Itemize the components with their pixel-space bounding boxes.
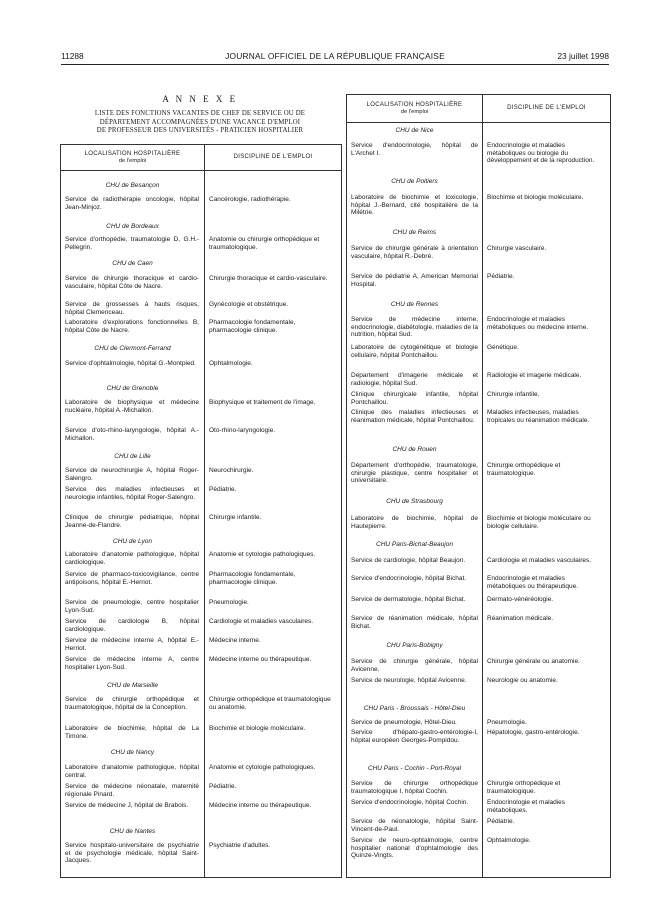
location-cell: Service de cardiologie, hôpital Beaujon. (351, 557, 466, 564)
location-cell: Laboratoire d'anatomie pathologique, hôpital central. (65, 764, 199, 779)
location-cell: Service de pneumologie, Hôtel-Dieu. (351, 719, 457, 726)
discipline-cell: Neurochirurgie. (209, 467, 254, 474)
location-cell: Clinique de chirurgie pédiatrique, hôpital Jeanne-de-Flandre. (65, 514, 199, 529)
right-table (346, 94, 611, 878)
discipline-cell: Cancérologie, radiothérapie. (209, 196, 291, 203)
chu-heading: CHU Paris-Bichat-Beaujon (376, 541, 453, 548)
discipline-cell: Pharmacologie fondamentale, pharmacologie clinique. (209, 319, 296, 334)
location-cell: Laboratoire de biochimie et toxicologie, hôpital J.-Bernard, cité hospitalière de la Milétrie. (351, 194, 478, 217)
location-cell: Service d'endocrinologie, hôpital Cochin. (351, 799, 469, 806)
discipline-cell: Réanimation médicale. (487, 615, 554, 622)
header-localisation: LOCALISATION HOSPITALIÈRE de l'emploi (84, 150, 181, 164)
location-cell: Laboratoire de biochimie, hôpital de Hautepierre. (351, 515, 478, 530)
discipline-cell: Ophtalmologie. (209, 360, 253, 367)
discipline-cell: Médecine interne ou thérapeutique. (209, 802, 312, 809)
chu-heading: CHU de Clermont-Ferrand (94, 345, 171, 352)
location-cell: Service de cardiologie B, hôpital cardiologique. (65, 618, 199, 633)
location-cell: Service de neuro-ophtalmologie, centre hospitalier national d'ophtalmologie des Quinze-Vingts. (351, 837, 478, 860)
discipline-cell: Chirurgie thoracique et cardio-vasculaire. (209, 275, 328, 282)
chu-heading: CHU de Lyon (113, 538, 152, 545)
discipline-cell: Endocrinologie et maladies métaboliques ou médecine interne. (487, 316, 589, 331)
discipline-cell: Neurologie ou anatomie. (487, 677, 558, 684)
discipline-cell: Ophtalmologie. (487, 837, 531, 844)
left-table (60, 144, 342, 878)
header-discipline: DISCIPLINE DE L'EMPLOI (507, 105, 586, 111)
discipline-cell: Endocrinologie et maladies métaboliques. (487, 799, 566, 814)
location-cell: Service d'endocrinologie, hôpital Bichat. (351, 575, 467, 582)
discipline-cell: Dermato-vénéréologie. (487, 596, 554, 603)
discipline-cell: Cardiologie et maladies vasculaires. (209, 618, 314, 625)
chu-heading: CHU Paris-Bobigny (386, 642, 443, 649)
discipline-cell: Pédiatrie. (487, 273, 515, 280)
discipline-cell: Pneumologie. (487, 719, 527, 726)
chu-heading: CHU de Marseille (107, 682, 158, 689)
location-cell: Laboratoire d'anatomie pathologique, hôpital cardiologique. (65, 551, 199, 566)
location-cell: Service de néonatologie, hôpital Saint-Vincent-de-Paul. (351, 818, 478, 833)
discipline-cell: Cardiologie et maladies vasculaires. (487, 557, 592, 564)
liste-title-line: DÉPARTEMENT ACCOMPAGNÉES D'UNE VACANCE D'EMPLOI (99, 118, 301, 126)
chu-heading: CHU de Nantes (109, 828, 156, 835)
chu-heading: CHU de Rennes (390, 301, 439, 308)
location-cell: Service de médecine interne A, centre hospitalier Lyon-Sud. (65, 656, 199, 671)
left-table-header (61, 145, 341, 171)
location-cell: Service de chirurgie orthopédique et traumatologique, hôpital de la Conception. (65, 696, 199, 711)
location-cell: Service de médecine interne A, hôpital E.-Herriot. (65, 637, 199, 652)
location-cell: Service de médecine interne, endocrinologie, diabétologie, maladies de la nutrition, hôpital Sud. (351, 316, 478, 339)
discipline-cell: Anatomie et cytologie pathologiques. (209, 764, 316, 771)
location-cell: Laboratoire d'explorations fonctionnelles B, hôpital Côte de Nacre. (65, 319, 199, 334)
header-rule (61, 64, 609, 65)
chu-heading: CHU de Nancy (110, 749, 155, 756)
discipline-cell: Endocrinologie et maladies métaboliques ou thérapeutique. (487, 575, 579, 590)
liste-title (58, 110, 342, 136)
discipline-cell: Chirurgie infantile. (487, 391, 540, 398)
discipline-cell: Médecine interne ou thérapeutique. (209, 656, 312, 663)
location-cell: Service de médecine néonatale, maternité régionale Pinard. (65, 783, 199, 798)
discipline-cell: Médecine interne. (209, 637, 261, 644)
chu-heading: CHU de Besançon (105, 182, 160, 189)
location-cell: Service de neurologie, hôpital Avicenne. (351, 677, 467, 684)
chu-heading: CHU de Grenoble (106, 385, 159, 392)
page-header (61, 51, 609, 63)
chu-heading: CHU de Rouen (392, 446, 437, 453)
location-cell: Laboratoire de cytogénétique et biologie cellulaire, hôpital Pontchaillou. (351, 344, 478, 359)
discipline-cell: Anatomie ou chirurgie orthopédique et traumatologique. (209, 236, 320, 251)
location-cell: Laboratoire de biochimie, hôpital de La Timone. (65, 725, 199, 740)
discipline-cell: Radiologie et imagerie médicale. (487, 372, 582, 379)
chu-heading: CHU de Poitiers (391, 178, 438, 185)
annexe-title: A N N E X E (162, 94, 238, 104)
location-cell: Service hospitalo-universitaire de psychiatrie et de psychologie médicale, hôpital Saint-Jacques. (65, 842, 199, 865)
location-cell: Service de neurochirurgie A, hôpital Roger-Salengro. (65, 467, 199, 482)
location-cell: Service de chirurgie générale à orientation vasculaire, hôpital R.-Debré. (351, 245, 478, 260)
publication-date: 23 juillet 1998 (557, 51, 609, 61)
discipline-cell: Gynécologie et obstétrique. (209, 301, 289, 308)
chu-heading: CHU de Lille (114, 453, 151, 460)
location-cell: Laboratoire de biophysique et médecine nucléaire, hôpital A.-Michallon. (65, 399, 199, 414)
location-cell: Service d'hépato-gastro-entérologie-I, hôpital européen Georges-Pompidou. (351, 729, 478, 744)
header-discipline: DISCIPLINE DE L'EMPLOI (233, 154, 313, 160)
discipline-cell: Psychiatrie d'adultes. (209, 842, 271, 849)
discipline-cell: Génétique. (487, 344, 519, 351)
location-cell: Service de chirurgie orthopédique traumatologique I, hôpital Cochin. (351, 780, 478, 795)
right-table-header (347, 95, 610, 123)
location-cell: Service de pédiatrie A, American Memorial Hospital. (351, 273, 478, 288)
location-cell: Département d'imagerie médicale et radiologie, hôpital Sud. (351, 372, 478, 387)
location-cell: Service de réanimation médicale, hôpital Bichat. (351, 615, 478, 630)
discipline-cell: Oto-rhino-laryngologie. (209, 427, 276, 434)
discipline-cell: Biochimie et biologie moléculaire. (209, 725, 306, 732)
chu-heading: CHU de Caen (112, 260, 153, 267)
discipline-cell: Chirurgie orthopédique et traumatologique. (487, 780, 561, 795)
location-cell: Service d'ophtalmologie, hôpital G.-Montpied. (65, 360, 196, 367)
location-cell: Clinique chirurgicale infantile, hôpital Pontchaillou. (351, 391, 478, 406)
discipline-cell: Maladies infectieuses, maladies tropicales ou réanimation médicale. (487, 409, 590, 424)
chu-heading: CHU Paris - Broussais - Hôtel-Dieu (363, 705, 466, 712)
liste-title-line: DE PROFESSEUR DES UNIVERSITÉS - PRATICIEN HOSPITALIER (96, 127, 304, 135)
chu-heading: CHU de Reims (392, 229, 437, 236)
location-cell: Service de dermatologie, hôpital Bichat. (351, 596, 466, 603)
location-cell: Service de radiothérapie oncologie, hôpital Jean-Minjoz. (65, 196, 199, 211)
location-cell: Service de chirurgie thoracique et cardio-vasculaire, hôpital Côte de Nacre. (65, 275, 199, 290)
location-cell: Service d'endocrinologie, hôpital de L'Archet I. (351, 142, 478, 157)
discipline-cell: Chirurgie orthopédique et traumatologique ou anatomie. (209, 696, 331, 711)
discipline-cell: Endocrinologie et maladies métaboliques ou biologie du développement et de la reproduction. (487, 142, 595, 165)
page-number: 11288 (61, 51, 84, 61)
location-cell: Département d'orthopédie, traumatologie, chirurgie plastique, centre hospitalier et universitaire. (351, 462, 478, 485)
header-localisation: LOCALISATION HOSPITALIÈRE de l'emploi (366, 101, 463, 115)
location-cell: Service de pneumologie, centre hospitalier Lyon-Sud. (65, 599, 199, 614)
discipline-cell: Pédiatrie. (487, 818, 515, 825)
discipline-cell: Biochimie et biologie moléculaire. (487, 194, 584, 201)
location-cell: Service d'oto-rhino-laryngologie, hôpital A.-Michallon. (65, 427, 199, 442)
chu-heading: CHU de Strasbourg (386, 498, 443, 505)
location-cell: Service de grossesses à hauts risques, hôpital Clemenceau. (65, 301, 199, 316)
chu-heading: CHU de Nice (395, 127, 434, 134)
journal-title: JOURNAL OFFICIEL DE LA RÉPUBLIQUE FRANÇAISE (225, 51, 445, 61)
discipline-cell: Chirurgie orthopédique et traumatologique. (487, 462, 561, 477)
discipline-cell: Pneumologie. (209, 599, 249, 606)
location-cell: Clinique des maladies infectieuses et réanimation médicale, hôpital Pontchaillou. (351, 409, 478, 424)
discipline-cell: Pédiatrie. (209, 783, 237, 790)
location-cell: Service de chirurgie générale, hôpital Avicenne. (351, 658, 478, 673)
discipline-cell: Biophysique et traitement de l'image. (209, 399, 316, 406)
discipline-cell: Chirurgie infantile. (209, 514, 262, 521)
location-cell: Service de médecine J, hôpital de Brabois. (65, 802, 189, 809)
chu-heading: CHU Paris - Cochin - Port-Royal (367, 765, 462, 772)
discipline-cell: Chirurgie générale ou anatomie. (487, 658, 580, 665)
discipline-cell: Hépatologie, gastro-entérologie. (487, 729, 580, 736)
discipline-cell: Pharmacologie fondamentale, pharmacologie clinique. (209, 571, 296, 586)
location-cell: Service de pharmaco-toxicovigilance, centre antipoisons, hôpital E.-Herriot. (65, 571, 199, 586)
location-cell: Service des maladies infectieuses et neurologie infantiles, hôpital Roger-Salengro. (65, 486, 199, 501)
discipline-cell: Pédiatrie. (209, 486, 237, 493)
location-cell: Service d'orthopédie, traumatologie D, G.H.-Pellegrin. (65, 236, 199, 251)
discipline-cell: Chirurgie vasculaire. (487, 245, 547, 252)
chu-heading: CHU de Bordeaux (106, 223, 159, 230)
discipline-cell: Anatomie et cytologie pathologiques. (209, 551, 316, 558)
liste-title-line: LISTE DES FONCTIONS VACANTES DE CHEF DE SERVICE OU DE (94, 110, 306, 117)
discipline-cell: Biochimie et biologie moléculaire ou biologie cellulaire. (487, 515, 591, 530)
